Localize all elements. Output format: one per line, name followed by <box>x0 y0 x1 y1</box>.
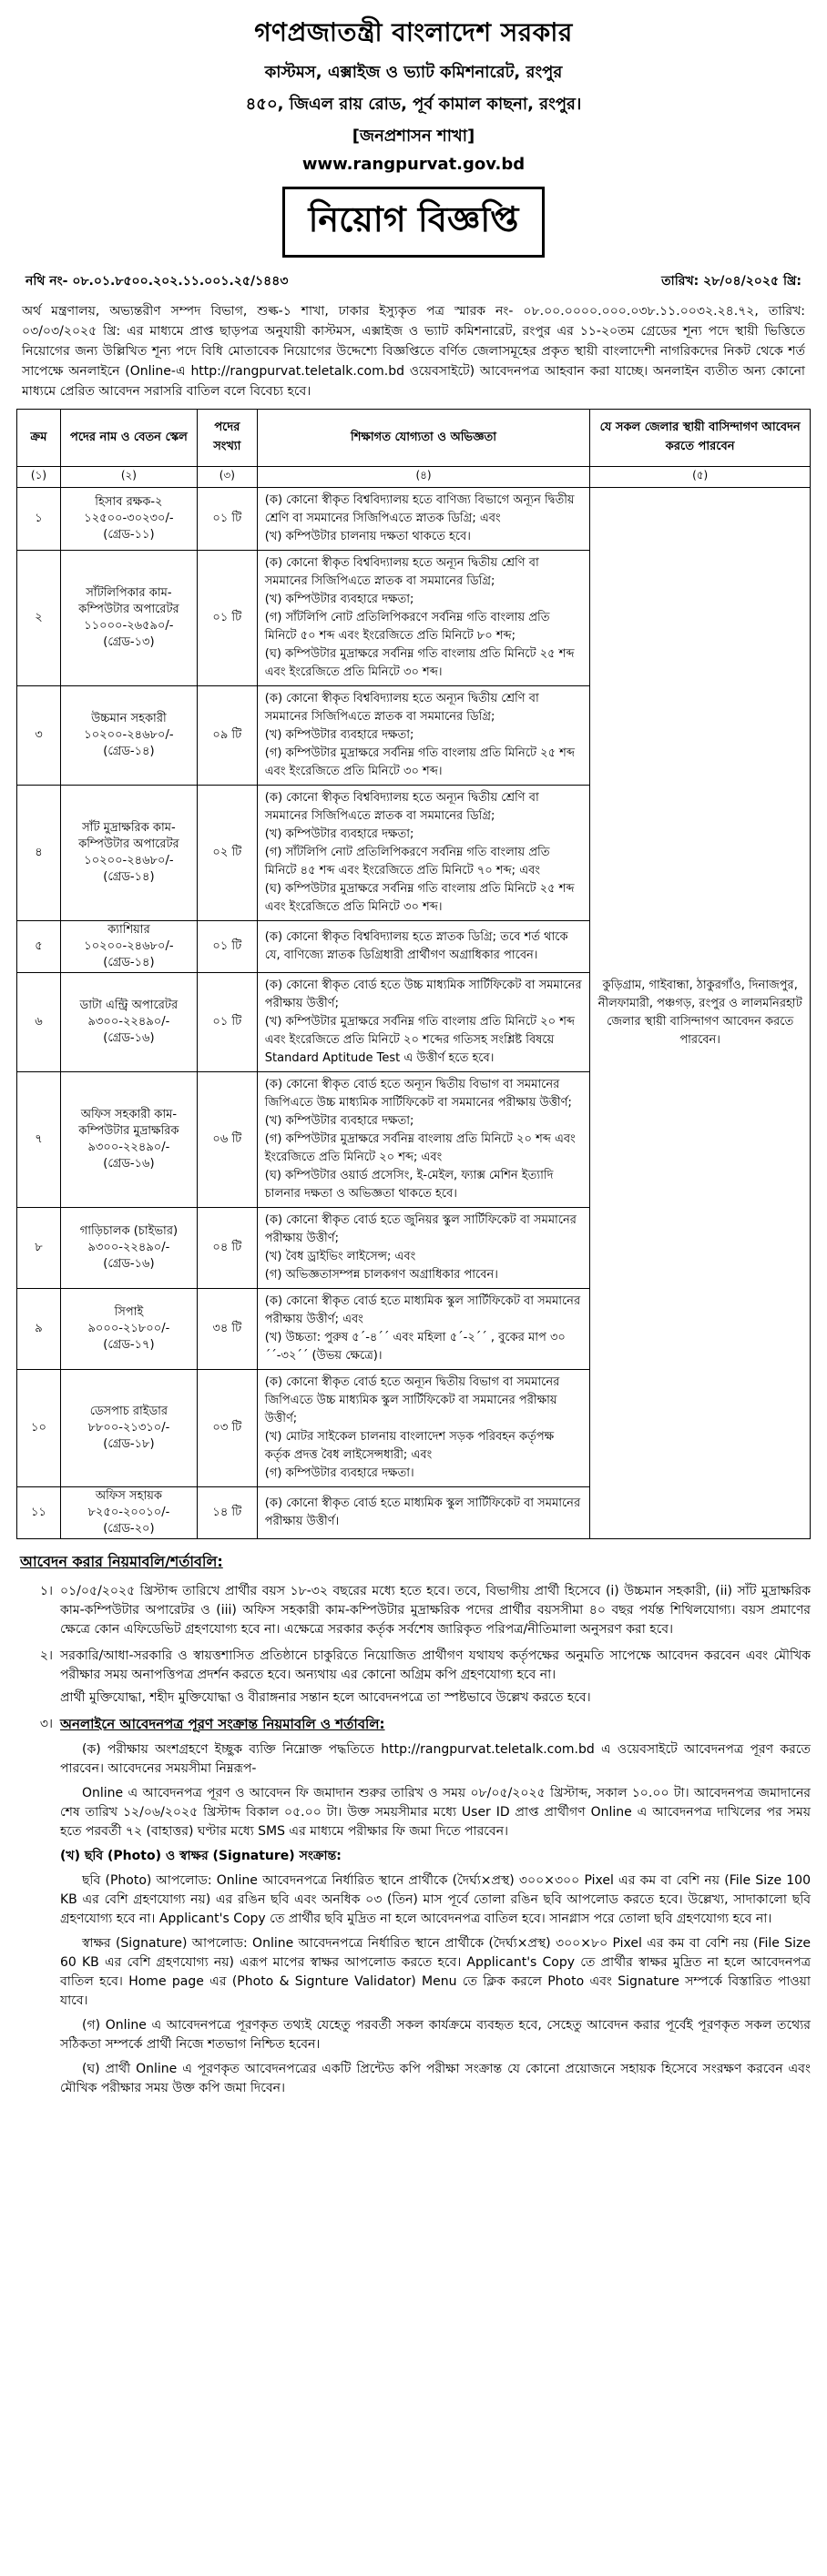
post-name-cell <box>60 686 197 786</box>
post-serial: ২ <box>17 551 61 686</box>
qualification-cell <box>257 1487 589 1539</box>
online-rule-ga: (গ) Online এ আবেদনপত্রে পূরণকৃত তথ্যই যেহেতু পরবর্তী সকল কার্যক্রমে ব্যবহৃত হবে, সেহেতু আবেদন করার পূর্বেই পূরণকৃত সকল তথ্যের সঠিকতা সম্পর্কে প্রার্থী নিজে শতভাগ নিশ্চিত হবেন। <box>60 2018 811 2052</box>
post-count: ০৪ টি <box>197 1208 257 1289</box>
post-grade: (গ্রেড-২০) <box>103 1522 155 1536</box>
eligible-districts: কুড়িগ্রাম, গাইবান্ধা, ঠাকুরগাঁও, দিনাজপুর, নীলফামারী, পঞ্চগড়, রংপুর ও লালমনিরহাট জেলার স্থায়ী বাসিন্দাগণ আবেদন করতে পারবেন। <box>590 488 811 1539</box>
post-serial: ৪ <box>17 786 61 921</box>
qualification-cell <box>257 1072 589 1208</box>
post-count: ০১ টি <box>197 973 257 1072</box>
qualification-item: (গ) কম্পিউটার মুদ্রাক্ষরে সর্বনিম্ন বাংলায় প্রতি মিনিটে ২০ শব্দ এবং ইংরেজিতে প্রতি মিনিটে ২০ শব্দ; এবং <box>264 1132 576 1164</box>
qualification-item: (গ) কম্পিউটার মুদ্রাক্ষরে সর্বনিম্ন গতি বাংলায় প্রতি মিনিটে ২৫ শব্দ এবং ইংরেজিতে প্রতি মিনিটে ৩০ শব্দ। <box>264 746 575 778</box>
vacancy-rows <box>17 488 811 1539</box>
post-grade: (গ্রেড-১৪) <box>103 956 155 969</box>
qualification-item: (গ) কম্পিউটার ব্যবহারে দক্ষতা। <box>264 1466 414 1480</box>
qualification-item: (খ) কম্পিউটার চালনায় দক্ষতা থাকতে হবে। <box>264 530 471 543</box>
notice-title: নিয়োগ বিজ্ঞপ্তি <box>282 187 546 258</box>
qualification-item: (ক) কোনো স্বীকৃত বোর্ড হতে অন্যূন দ্বিতীয় বিভাগ বা সমমানের জিপিএতে উচ্চ মাধ্যমিক সার্টিফিকেট বা সমমানের পরীক্ষায় উত্তীর্ণ; <box>264 1078 572 1110</box>
post-grade: (গ্রেড-১৭) <box>103 1338 155 1352</box>
post-name-cell <box>60 786 197 921</box>
post-scale: ১১০০০-২৬৫৯০/- <box>84 619 174 633</box>
qualification-item: (ঘ) কম্পিউটার মুদ্রাক্ষরে সর্বনিম্ন গতি বাংলায় প্রতি মিনিটে ২৫ শব্দ এবং ইংরেজিতে প্রতি মিনিটে ৩০ শব্দ। <box>264 647 575 679</box>
col-header-count: পদের সংখ্যা <box>197 410 257 467</box>
post-serial: ১ <box>17 488 61 551</box>
online-rules-title: অনলাইনে আবেদনপত্র পূরণ সংক্রান্ত নিয়মাবলি ও শর্তাবলি: <box>60 1716 385 1732</box>
post-name: উচ্চমান সহকারী <box>91 712 167 725</box>
post-count: ০১ টি <box>197 551 257 686</box>
qualification-cell <box>257 973 589 1072</box>
post-name: সাঁটলিপিকার কাম-কম্পিউটার অপারেটর <box>78 586 179 616</box>
post-name-cell <box>60 1289 197 1370</box>
post-scale: ১২৫০০-৩০২৩০/- <box>84 512 174 525</box>
website-link[interactable]: www.rangpurvat.gov.bd <box>301 155 526 174</box>
col-header-qualification: শিক্ষাগত যোগ্যতা ও অভিজ্ঞতা <box>257 410 589 467</box>
government-name: গণপ্রজাতন্ত্রী বাংলাদেশ সরকার <box>254 17 573 47</box>
post-name-cell <box>60 1487 197 1539</box>
post-count: ১৪ টি <box>197 1487 257 1539</box>
qualification-item: (খ) বৈধ ড্রাইভিং লাইসেন্স; এবং <box>264 1250 416 1263</box>
post-grade: (গ্রেড-১১) <box>103 528 155 542</box>
qualification-cell <box>257 1208 589 1289</box>
post-count: ০৯ টি <box>197 686 257 786</box>
post-scale: ১০২০০-২৪৬৮০/- <box>84 728 174 742</box>
table-row <box>17 488 811 551</box>
col-number: (৪) <box>257 467 589 488</box>
post-name-cell <box>60 551 197 686</box>
letterhead <box>16 0 811 258</box>
qualification-item: (ক) কোনো স্বীকৃত বোর্ড হতে উচ্চ মাধ্যমিক সার্টিফিকেট বা সমমানের পরীক্ষায় উত্তীর্ণ; <box>264 979 582 1010</box>
rule-text <box>60 1715 811 1735</box>
post-serial: ৭ <box>17 1072 61 1208</box>
post-scale: ৮৮০০-২১৩১০/- <box>87 1421 170 1435</box>
post-name: অফিস সহকারী কাম- কম্পিউটার মুদ্রাক্ষরিক <box>78 1108 179 1138</box>
qualification-item: (ক) কোনো স্বীকৃত বোর্ড হতে মাধ্যমিক স্কুল সার্টিফিকেট বা সমমানের পরীক্ষায় উত্তীর্ণ। <box>264 1496 581 1528</box>
qualification-item: (খ) কম্পিউটার ব্যবহারে দক্ষতা; <box>264 1114 414 1128</box>
qualification-item: (খ) উচ্চতা: পুরুষ ৫´-৪´´ এবং মহিলা ৫´-২´´ , বুকের মাপ ৩০´´-৩২´´ (উভয় ক্ষেত্রে)। <box>264 1331 566 1363</box>
qualification-item: (ক) কোনো স্বীকৃত বিশ্ববিদ্যালয় হতে বাণিজ্য বিভাগে অন্যূন দ্বিতীয় শ্রেণি বা সমমানের সিজিপিএতে স্নাতক ডিগ্রি; এবং <box>264 493 575 525</box>
qualification-cell <box>257 686 589 786</box>
col-number: (২) <box>60 467 197 488</box>
post-count: ০২ টি <box>197 786 257 921</box>
post-count: ০৬ টি <box>197 1072 257 1208</box>
post-name-cell <box>60 1370 197 1487</box>
post-name: গাড়িচালক (চাইভার) <box>79 1224 179 1238</box>
col-header-districts: যে সকল জেলার স্থায়ী বাসিন্দাগণ আবেদন করতে পারবেন <box>590 410 811 467</box>
post-name-cell <box>60 973 197 1072</box>
intro-paragraph: অর্থ মন্ত্রণালয়, অভ্যন্তরীণ সম্পদ বিভাগ, শুল্ক-১ শাখা, ঢাকার ইস্যুকৃত পত্র স্মারক নং- ০৮.০০.০০০০.০০০.০৩৮.১১.০০৩২.২৪.৭২, তারিখ: ০৩/০৩/২০২৫ খ্রি: এর মাধ্যমে প্রাপ্ত ছাড়পত্র অনুযায়ী কাস্টমস, এক্সাইজ ও ভ্যাট কমিশনারেট, রংপুর এর ১১-২০তম গ্রেডের শূন্য পদে স্থায়ী ভিত্তিতে নিয়োগের জন্য উল্লিখিত শূন্য পদে বিধি মোতাবেক নিয়োগের উদ্দেশ্যে বিজ্ঞপ্তিতে বর্ণিত জেলাসমূহের প্রকৃত স্থায়ী বাংলাদেশী নাগরিকদের নিকট থেকে শর্ত সাপেক্ষে অনলাইনে (Online-এ http://rangpurvat.teletalk.com.bd ওয়েবসাইটে) আবেদনপত্র আহবান করা যাচ্ছে। অনলাইন ব্যতীত অন্য কোনো মাধ্যমে প্রেরিত আবেদন সরাসরি বাতিল বলে বিবেচ্য হবে। <box>22 304 805 399</box>
qualification-cell <box>257 921 589 973</box>
post-scale: ১০২০০-২৪৬৮০/- <box>84 854 174 867</box>
qualification-item: (গ) সাঁটলিপি নোট প্রতিলিপিকরণে সর্বনিম্ন গতি বাংলায় প্রতি মিনিটে ৪৫ শব্দ এবং ইংরেজিতে প্রতি মিনিটে ৭০ শব্দ; এবং <box>264 846 550 877</box>
qualification-cell <box>257 551 589 686</box>
post-scale: ৮২৫০-২০০১০/- <box>87 1506 170 1519</box>
rule-3 <box>16 1715 811 1735</box>
post-name: ডাটা এন্ট্রি অপারেটর <box>79 999 179 1012</box>
post-serial: ৫ <box>17 921 61 973</box>
post-grade: (গ্রেড-১৬) <box>103 1157 155 1171</box>
qualification-item: (ক) কোনো স্বীকৃত বিশ্ববিদ্যালয় হতে অন্যূন দ্বিতীয় শ্রেণি বা সমমানের সিজিপিএতে স্নাতক বা সমমানের ডিগ্রি; <box>264 791 539 823</box>
post-scale: ৯০০০-২১৮০০/- <box>87 1322 170 1335</box>
office-address: ৪৫০, জিএল রায় রোড, পূর্ব কামাল কাছনা, রংপুর। <box>245 95 582 114</box>
qualification-item: (ক) কোনো স্বীকৃত বোর্ড হতে অন্যূন দ্বিতীয় বিভাগ বা সমমানের জিপিএতে উচ্চ মাধ্যমিক স্কুল সার্টিফিকেট বা সমমানের পরীক্ষায় উত্তীর্ণ; <box>264 1375 560 1425</box>
post-serial: ১১ <box>17 1487 61 1539</box>
col-number: (৫) <box>590 467 811 488</box>
rule-number: ২। <box>39 1648 53 1663</box>
post-name-cell <box>60 1072 197 1208</box>
post-serial: ৩ <box>17 686 61 786</box>
post-name-cell <box>60 921 197 973</box>
online-rule-ka: (ক) পরীক্ষায় অংশগ্রহণে ইচ্ছুক ব্যক্তি নিম্নোক্ত পদ্ধতিতে http://rangpurvat.teletalk.com.bd এ ওয়েবসাইটে আবেদনপত্র পূরণ করতে পারবেন। আবেদনের সময়সীমা নিম্নরূপ- <box>60 1742 811 1776</box>
post-serial: ৬ <box>17 973 61 1072</box>
post-count: ০১ টি <box>197 488 257 551</box>
post-count: ৩৪ টি <box>197 1289 257 1370</box>
post-name: ডেসপাচ রাইডার <box>89 1405 168 1418</box>
qualification-item: (খ) কম্পিউটার ব্যবহারে দক্ষতা; <box>264 728 414 742</box>
qualification-item: (খ) কম্পিউটার মুদ্রাক্ষরে সর্বনিম্ন গতি বাংলায় প্রতি মিনিটে ২০ শব্দ এবং ইংরেজিতে প্রতি মিনিটে ২০ শব্দের গতিসহ সংশ্লিষ্ট বিষয়ে Standard Aptitude Test এ উত্তীর্ণ হতে হবে। <box>264 1015 576 1065</box>
qualification-item: (খ) কম্পিউটার ব্যবহারে দক্ষতা; <box>264 827 414 841</box>
photo-signature-title: (খ) ছবি (Photo) ও স্বাক্ষর (Signature) সংক্রান্ত: <box>60 1849 342 1863</box>
rule-2-part-b: প্রার্থী মুক্তিযোদ্ধা, শহীদ মুক্তিযোদ্ধা ও বীরাঙ্গনার সন্তান হলে আবেদনপত্রে তা স্পষ্টভাবে উল্লেখ করতে হবে। <box>60 1690 591 1705</box>
post-name: ক্যাশিয়ার <box>107 923 150 937</box>
rule-2-part-a: সরকারি/আধা-সরকারি ও স্বায়ত্তশাসিত প্রতিষ্ঠানে চাকুরিতে নিয়োজিত প্রার্থীগণ যথাযথ কর্তৃপক্ষের অনুমতি সাপেক্ষে আবেদন করবেন এবং মৌখিক পরীক্ষার সময় অনাপত্তিপত্র প্রদর্শন করতে হবে। অন্যথায় এর কোনো অগ্রিম কপি গ্রহণযোগ্য হবে না। <box>60 1648 811 1682</box>
qualification-item: (ক) কোনো স্বীকৃত বোর্ড হতে মাধ্যমিক স্কুল সার্টিফিকেট বা সমমানের পরীক্ষায় উত্তীর্ণ; এবং <box>264 1294 581 1326</box>
qualification-item: (গ) অভিজ্ঞতাসম্পন্ন চালকগণ অগ্রাধিকার পাবেন। <box>264 1268 498 1282</box>
post-scale: ৯৩০০-২২৪৯০/- <box>87 1015 170 1029</box>
qualification-cell <box>257 488 589 551</box>
post-count: ০১ টি <box>197 921 257 973</box>
qualification-item: (খ) কম্পিউটার ব্যবহারে দক্ষতা; <box>264 593 414 606</box>
post-scale: ৯৩০০-২২৪৯০/- <box>87 1241 170 1254</box>
post-name-cell <box>60 488 197 551</box>
post-grade: (গ্রেড-১৬) <box>103 1257 155 1271</box>
column-number-row <box>17 467 811 488</box>
rule-1 <box>16 1582 811 1639</box>
rule-text <box>60 1647 811 1708</box>
rules-title: আবেদন করার নিয়মাবলি/শর্তাবলি: <box>20 1553 223 1570</box>
vacancy-table <box>16 409 811 1539</box>
post-grade: (গ্রেড-১৪) <box>103 870 155 884</box>
post-count: ০৩ টি <box>197 1370 257 1487</box>
qualification-item: (ক) কোনো স্বীকৃত বিশ্ববিদ্যালয় হতে স্নাতক ডিগ্রি; তবে শর্ত থাকে যে, বাণিজ্যে স্নাতক ডিগ্রিধারী প্রার্থীগণ অগ্রাধিকার পাবেন। <box>264 930 568 962</box>
qualification-item: (গ) সাঁটলিপি নোট প্রতিলিপিকরণে সর্বনিম্ন গতি বাংলায় প্রতি মিনিটে ৫০ শব্দ এবং ইংরেজিতে প্রতি মিনিটে ৮০ শব্দ; <box>264 611 550 643</box>
col-header-post: পদের নাম ও বেতন স্কেল <box>60 410 197 467</box>
post-scale: ৯৩০০-২২৪৯০/- <box>87 1141 170 1154</box>
post-name-cell <box>60 1208 197 1289</box>
post-serial: ৮ <box>17 1208 61 1289</box>
qualification-item: (ক) কোনো স্বীকৃত বোর্ড হতে জুনিয়র স্কুল সার্টিফিকেট বা সমমানের পরীক্ষায় উত্তীর্ণ; <box>264 1213 577 1245</box>
post-name: অফিস সহায়ক <box>95 1489 162 1503</box>
qualification-cell <box>257 1289 589 1370</box>
post-name: সাঁট মুদ্রাক্ষরিক কাম-কম্পিউটার অপারেটর <box>78 821 179 851</box>
post-serial: ১০ <box>17 1370 61 1487</box>
post-grade: (গ্রেড-১৬) <box>103 1031 155 1045</box>
photo-upload-rule: ছবি (Photo) আপলোড: Online আবেদনপত্রে নির্ধারিত স্থানে প্রার্থীকে (দৈর্ঘ্য×প্রস্থ) ৩০০×৩০০ Pixel এর কম বা বেশি নয় (File Size 100 KB এর বেশি গ্রহণযোগ্য নয়) এর রঙিন ছবি এবং অনধিক ০৩ (তিন) মাস পূর্বে তোলা রঙিন ছবি আপলোড করতে হবে। উল্লেখ্য, সাদাকালো ছবি গ্রহণযোগ্য হবে না। Applicant's Copy তে প্রার্থীর ছবি মুদ্রিত না হলে আবেদনপত্র বাতিল হবে। সানগ্লাস পরে তোলা ছবি গ্রহণযোগ্য হবে না। <box>60 1873 811 1926</box>
qualification-item: (ঘ) কম্পিউটার ওয়ার্ড প্রসেসিং, ই-মেইল, ফ্যাক্স মেশিন ইত্যাদি চালনার দক্ষতা ও অভিজ্ঞতা থাকতে হবে। <box>264 1169 554 1201</box>
post-name: সিপাই <box>114 1305 144 1319</box>
reference-line <box>16 270 811 292</box>
col-number: (৩) <box>197 467 257 488</box>
post-grade: (গ্রেড-১৮) <box>103 1437 155 1451</box>
post-serial: ৯ <box>17 1289 61 1370</box>
post-name: হিসাব রক্ষক-২ <box>95 495 163 509</box>
qualification-cell <box>257 1370 589 1487</box>
section-name: [জনপ্রশাসন শাখা] <box>352 127 475 146</box>
qualification-item: (ঘ) কম্পিউটার মুদ্রাক্ষরে সর্বনিম্ন গতি বাংলায় প্রতি মিনিটে ২৫ শব্দ এবং ইংরেজিতে প্রতি মিনিটে ৩০ শব্দ। <box>264 882 575 914</box>
col-number: (১) <box>17 467 61 488</box>
online-rule-schedule: Online এ আবেদনপত্র পূরণ ও আবেদন ফি জমাদান শুরুর তারিখ ও সময় ০৮/০৫/২০২৫ খ্রিস্টাব্দ, সকাল ১০.০০ টা। আবেদনপত্র জমাদানের শেষ তারিখ ১২/০৬/২০২৫ খ্রিস্টাব্দ বিকাল ০৫.০০ টা। উক্ত সময়সীমার মধ্যে User ID প্রাপ্ত প্রার্থীগণ Online এ আবেদনপত্র দাখিলের পর সময় হতে পরবর্তী ৭২ (বাহাত্তর) ঘণ্টার মধ্যে SMS এর মাধ্যমে পরীক্ষার ফি জমা দিতে পারবেন। <box>60 1786 811 1839</box>
col-header-serial: ক্রম <box>17 410 61 467</box>
memo-date: তারিখ: ২৮/০৪/২০২৫ খ্রি: <box>661 274 801 289</box>
rule-2 <box>16 1647 811 1708</box>
online-rule-gha: (ঘ) প্রার্থী Online এ পূরণকৃত আবেদনপত্রের একটি প্রিন্টেড কপি পরীক্ষা সংক্রান্ত যে কোনো প্রয়োজনে সহায়ক হিসেবে সংরক্ষণ করবেন এবং মৌখিক পরীক্ষার সময় উক্ত কপি জমা দিবেন। <box>60 2062 811 2095</box>
signature-upload-rule: স্বাক্ষর (Signature) আপলোড: Online আবেদনপত্রে নির্ধারিত স্থানে প্রার্থীকে (দৈর্ঘ্য×প্রস্থ) ৩০০×৮০ Pixel এর কম বা বেশি নয় (File Size 60 KB এর বেশি গ্রহণযোগ্য নয়) এরূপ মাপের স্বাক্ষর আপলোড করতে হবে। Applicant's Copy তে প্রার্থীর স্বাক্ষর মুদ্রিত না হলে আবেদনপত্র বাতিল হবে। Home page এর (Photo & Signture Validator) Menu তে ক্লিক করলে Photo এবং Signature সম্পর্কে বিস্তারিত পাওয়া যাবে। <box>60 1936 811 2008</box>
post-grade: (গ্রেড-১৩) <box>103 635 155 649</box>
qualification-item: (ক) কোনো স্বীকৃত বিশ্ববিদ্যালয় হতে অন্যূন দ্বিতীয় শ্রেণি বা সমমানের সিজিপিএতে স্নাতক বা সমমানের ডিগ্রি; <box>264 692 539 724</box>
post-scale: ১০২০০-২৪৬৮০/- <box>84 939 174 953</box>
rule-text: ০১/০৫/২০২৫ খ্রিস্টাব্দ তারিখে প্রার্থীর বয়স ১৮-৩২ বছরের মধ্যে হতে হবে। তবে, বিভাগীয় প্রার্থী হিসেবে (i) উচ্চমান সহকারী, (ii) সাঁট মুদ্রাক্ষরিক কাম-কম্পিউটার অপারেটর ও (iii) অফিস সহকারী কাম-কম্পিউটার মুদ্রাক্ষরিক পদের প্রার্থীর বয়সসীমা ৪০ বছর পর্যন্ত শিথিলযোগ্য। বয়স প্রমাণের ক্ষেত্রে কোন এফিডেভিট গ্রহণযোগ্য হবে না। এক্ষেত্রে সরকার কর্তৃক সর্বশেষ জারিকৃত পরিপত্র/নীতিমালা অনুসরণ করা হবে। <box>60 1584 811 1637</box>
qualification-item: (ক) কোনো স্বীকৃত বিশ্ববিদ্যালয় হতে অন্যূন দ্বিতীয় শ্রেণি বা সমমানের সিজিপিএতে স্নাতক বা সমমানের ডিগ্রি; <box>264 556 539 588</box>
post-grade: (গ্রেড-১৪) <box>103 745 155 758</box>
qualification-cell <box>257 786 589 921</box>
qualification-item: (খ) মোটর সাইকেল চালনায় বাংলাদেশ সড়ক পরিবহন কর্তৃপক্ষ কর্তৃক প্রদত্ত বৈধ লাইসেন্সধারী; এবং <box>264 1430 555 1462</box>
rule-number: ১। <box>39 1584 53 1598</box>
office-name: কাস্টমস, এক্সাইজ ও ভ্যাট কমিশনারেট, রংপুর <box>264 63 563 82</box>
memo-number: নথি নং- ০৮.০১.৮৫০০.২০২.১১.০০১.২৫/১৪৪৩ <box>26 274 289 289</box>
rule-number: ৩। <box>39 1717 53 1731</box>
table-header-row <box>17 410 811 467</box>
